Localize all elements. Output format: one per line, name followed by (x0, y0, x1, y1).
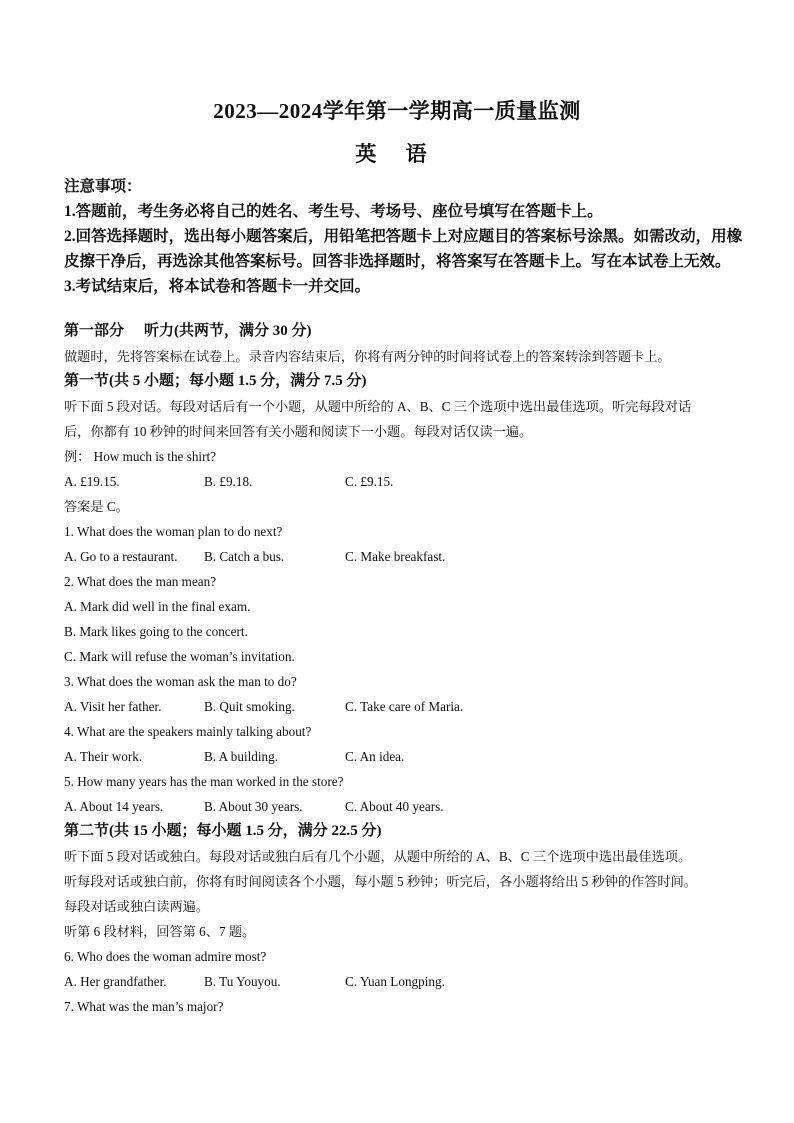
example-answer: 答案是 C。 (64, 499, 129, 514)
option-b: B. Mark likes going to the concert. (64, 624, 248, 639)
notice-item-3: 3.考试结束后，将本试卷和答题卡一并交回。 (64, 278, 371, 295)
option-c: C. £9.15. (345, 474, 394, 489)
part1-heading (64, 319, 754, 344)
question-5-options (64, 794, 754, 819)
section2-heading: 第二节(共 15 小题；每小题 1.5 分，满分 22.5 分) (64, 823, 382, 839)
option-a: A. About 14 years. (64, 799, 164, 814)
option-c: C. Make breakfast. (345, 549, 446, 564)
subject-title: 英 语 (355, 142, 439, 166)
example-question: 例： How much is the shirt? (64, 449, 217, 464)
notice-label: 注意事项： (64, 178, 142, 195)
part1-instruction: 做题时，先将答案标在试卷上。录音内容结束后，你将有两分钟的时间将试卷上的答案转涂到答题卡上。 (64, 349, 671, 364)
example-options (64, 469, 754, 494)
option-a: A. £19.15. (64, 474, 120, 489)
option-b: B. A building. (204, 749, 279, 764)
option-c: C. About 40 years. (345, 799, 444, 814)
question-7: 7. What was the man’s major? (64, 999, 224, 1014)
option-a: A. Visit her father. (64, 699, 162, 714)
question-1: 1. What does the woman plan to do next? (64, 524, 283, 539)
question-4: 4. What are the speakers mainly talking about? (64, 724, 312, 739)
section2-instruction-line-1: 听下面 5 段对话或独白。每段对话或独白后有几个小题，从题中所给的 A、B、C 三个选项中选出最佳选项。 (64, 849, 692, 864)
part1-heading-a: 第一部分 (64, 323, 125, 339)
option-c: C. Take care of Maria. (345, 699, 464, 714)
question-2: 2. What does the man mean? (64, 574, 217, 589)
section1-heading: 第一节(共 5 小题；每小题 1.5 分，满分 7.5 分) (64, 373, 367, 389)
question-3-options (64, 694, 754, 719)
section2-instruction-line-3: 每段对话或独白读两遍。 (64, 899, 210, 914)
option-a: A. Mark did well in the final exam. (64, 599, 251, 614)
exam-title: 2023—2024学年第一学期高一质量监测 (213, 99, 581, 123)
notice-item-1: 1.答题前，考生务必将自己的姓名、考生号、考场号、座位号填写在答题卡上。 (64, 203, 603, 220)
listening-content (64, 319, 754, 1019)
option-b: B. About 30 years. (204, 799, 303, 814)
option-b: B. Catch a bus. (204, 549, 285, 564)
question-1-options (64, 544, 754, 569)
option-b: B. Tu Youyou. (204, 974, 281, 989)
option-b: B. Quit smoking. (204, 699, 295, 714)
section2-instruction-line-2: 听每段对话或独白前，你将有时间阅读各个小题，每小题 5 秒钟；听完后，各小题将给出 5 秒钟的作答时间。 (64, 874, 697, 889)
question-6: 6. Who does the woman admire most? (64, 949, 267, 964)
question-4-options (64, 744, 754, 769)
option-b: B. £9.18. (204, 474, 253, 489)
option-a: A. Her grandfather. (64, 974, 167, 989)
notice-item-2: 2.回答选择题时，选出每小题答案后，用铅笔把答题卡上对应题目的答案标号涂黑。如需改动，用橡皮擦干净后，再选涂其他答案标号。回答非选择题时，将答案写在答题卡上。写在本试卷上无效。 (64, 228, 743, 270)
notice-block (64, 174, 744, 299)
part1-heading-b: 听力(共两节，满分 30 分) (144, 323, 312, 339)
option-a: A. Their work. (64, 749, 143, 764)
option-a: A. Go to a restaurant. (64, 549, 178, 564)
question-5: 5. How many years has the man worked in the store? (64, 774, 344, 789)
question-3: 3. What does the woman ask the man to do? (64, 674, 297, 689)
section1-instruction-line-1: 听下面 5 段对话。每段对话后有一个小题，从题中所给的 A、B、C 三个选项中选出最佳选项。听完每段对话 (64, 399, 692, 414)
section1-instruction-line-2: 后，你都有 10 秒钟的时间来回答有关小题和阅读下一小题。每段对话仅读一遍。 (64, 424, 533, 439)
question-6-options (64, 969, 754, 994)
option-c: C. An idea. (345, 749, 405, 764)
material-6-note: 听第 6 段材料，回答第 6、7 题。 (64, 924, 256, 939)
option-c: C. Mark will refuse the woman’s invitation. (64, 649, 295, 664)
option-c: C. Yuan Longping. (345, 974, 445, 989)
